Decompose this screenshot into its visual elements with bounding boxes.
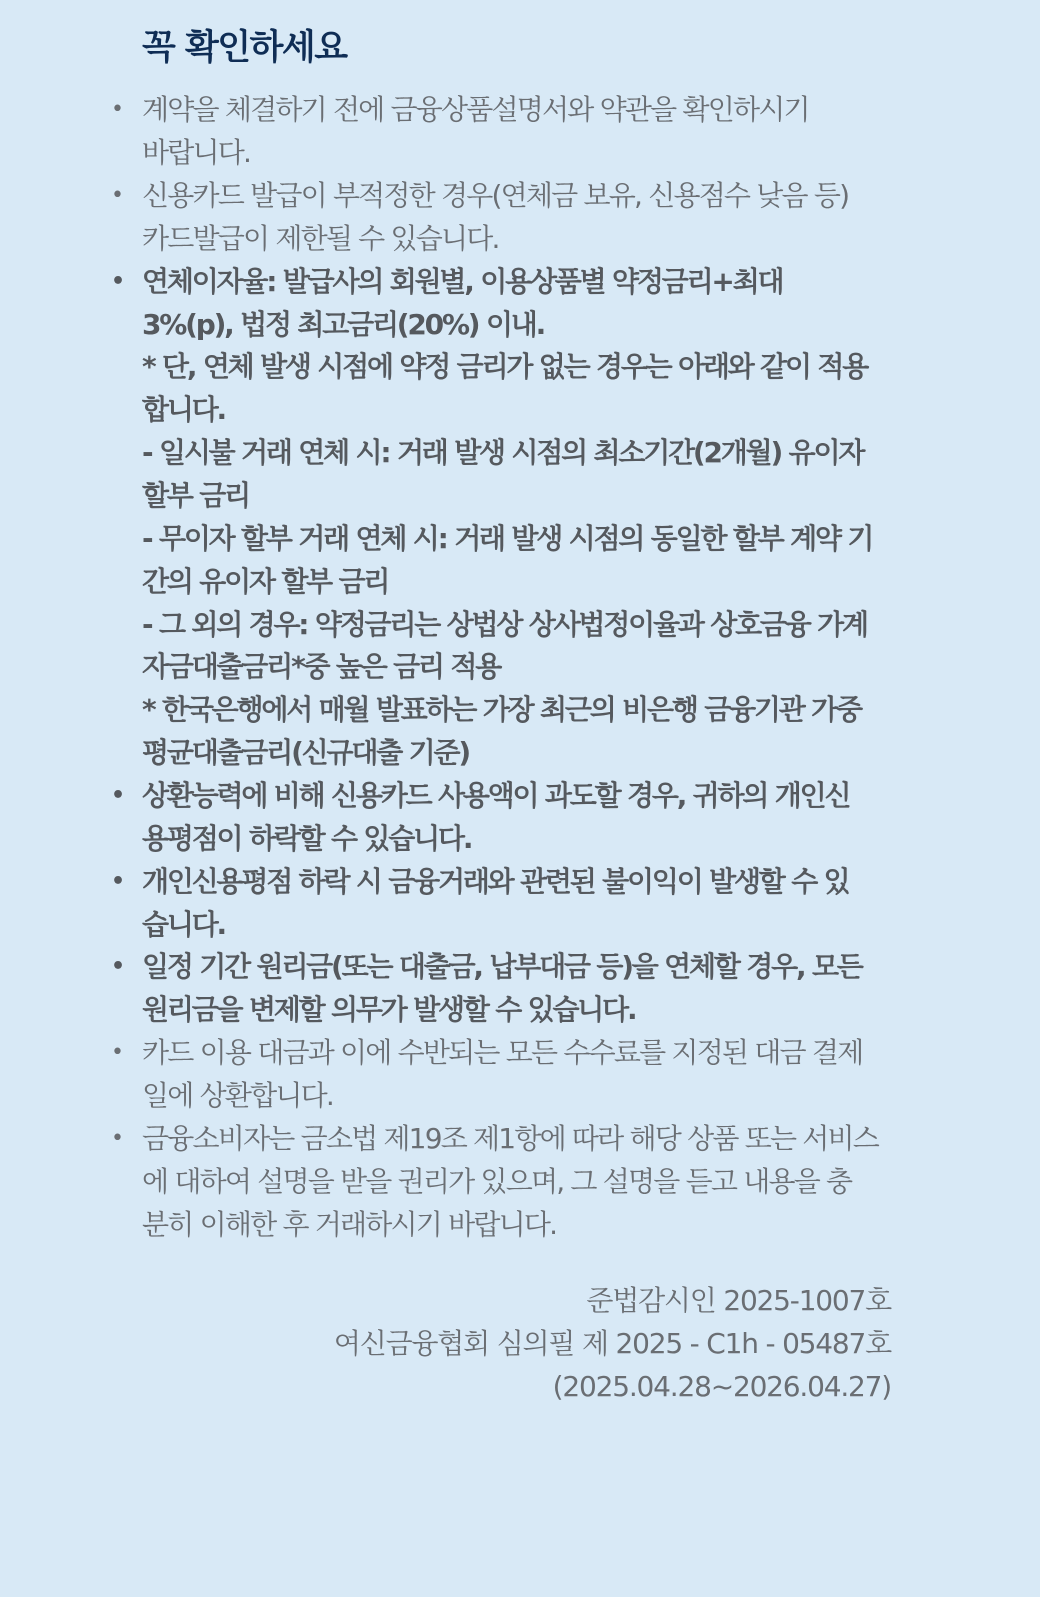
item-text-line: - 무이자 할부 거래 연체 시: 거래 발생 시점의 동일한 할부 계약 기 (142, 522, 873, 555)
item-text-line: 용평점이 하락할 수 있습니다. (142, 822, 472, 855)
bullet-icon: • (111, 97, 124, 122)
item-text-line: 자금대출금리*중 높은 금리 적용 (142, 650, 501, 683)
item-text-line: 평균대출금리(신규대출 기준) (142, 736, 469, 769)
item-text-line: - 일시불 거래 연체 시: 거래 발생 시점의 최소기간(2개월) 유이자 (142, 436, 864, 469)
item-text-line: 연체이자율: 발급사의 회원별, 이용상품별 약정금리+최대 (142, 265, 783, 298)
item-text-line: 금융소비자는 금소법 제19조 제1항에 따라 해당 상품 또는 서비스 (142, 1122, 879, 1155)
bullet-icon: • (111, 183, 124, 208)
item-text-line: 할부 금리 (142, 479, 249, 512)
item-text-line: 개인신용평점 하락 시 금융거래와 관련된 불이익이 발생할 수 있 (142, 865, 849, 898)
bullet-icon: • (111, 954, 126, 979)
bullet-icon: • (111, 1040, 124, 1065)
item-text-line: 에 대하여 설명을 받을 권리가 있으며, 그 설명을 듣고 내용을 충 (142, 1165, 852, 1198)
item-text-line: 분히 이해한 후 거래하시기 바랍니다. (142, 1208, 557, 1241)
item-text-line: 일정 기간 원리금(또는 대출금, 납부대금 등)을 연체할 경우, 모든 (142, 950, 862, 983)
item-text-line: 계약을 체결하기 전에 금융상품설명서와 약관을 확인하시기 (142, 93, 809, 126)
item-text-line: 간의 유이자 할부 금리 (142, 565, 389, 598)
item-text-line: 신용카드 발급이 부적정한 경우(연체금 보유, 신용점수 낮음 등) (142, 179, 849, 212)
item-text-line: * 단, 연체 발생 시점에 약정 금리가 없는 경우는 아래와 같이 적용 (142, 350, 868, 383)
item-text-line: 습니다. (142, 908, 225, 941)
bullet-icon: • (111, 869, 126, 894)
item-text-line: 바랍니다. (142, 136, 251, 169)
item-text-line: 3%(p), 법정 최고금리(20%) 이내. (142, 308, 545, 341)
item-text-line: 상환능력에 비해 신용카드 사용액이 과도할 경우, 귀하의 개인신 (142, 779, 850, 812)
bullet-icon: • (111, 1126, 124, 1151)
item-text-line: 원리금을 변제할 의무가 발생할 수 있습니다. (142, 993, 636, 1026)
bullet-icon: • (111, 783, 126, 808)
bullet-icon: • (111, 269, 126, 294)
item-text-line: 합니다. (142, 393, 225, 426)
item-text-line: * 한국은행에서 매월 발표하는 가장 최근의 비은행 금융기관 가중 (142, 693, 861, 726)
compliance-number: 준법감시인 2025-1007호 (586, 1284, 891, 1317)
review-number: 여신금융협회 심의필 제 2025 - C1h - 05487호 (333, 1327, 891, 1360)
validity-period: (2025.04.28~2026.04.27) (552, 1370, 891, 1403)
item-text-line: - 그 외의 경우: 약정금리는 상법상 상사법정이율과 상호금융 가계 (142, 608, 867, 641)
item-text-line: 일에 상환합니다. (142, 1079, 333, 1112)
notice-title: 꼭 확인하세요 (142, 28, 347, 68)
item-text-line: 카드 이용 대금과 이에 수반되는 모든 수수료를 지정된 대금 결제 (142, 1036, 863, 1069)
item-text-line: 카드발급이 제한될 수 있습니다. (142, 222, 499, 255)
